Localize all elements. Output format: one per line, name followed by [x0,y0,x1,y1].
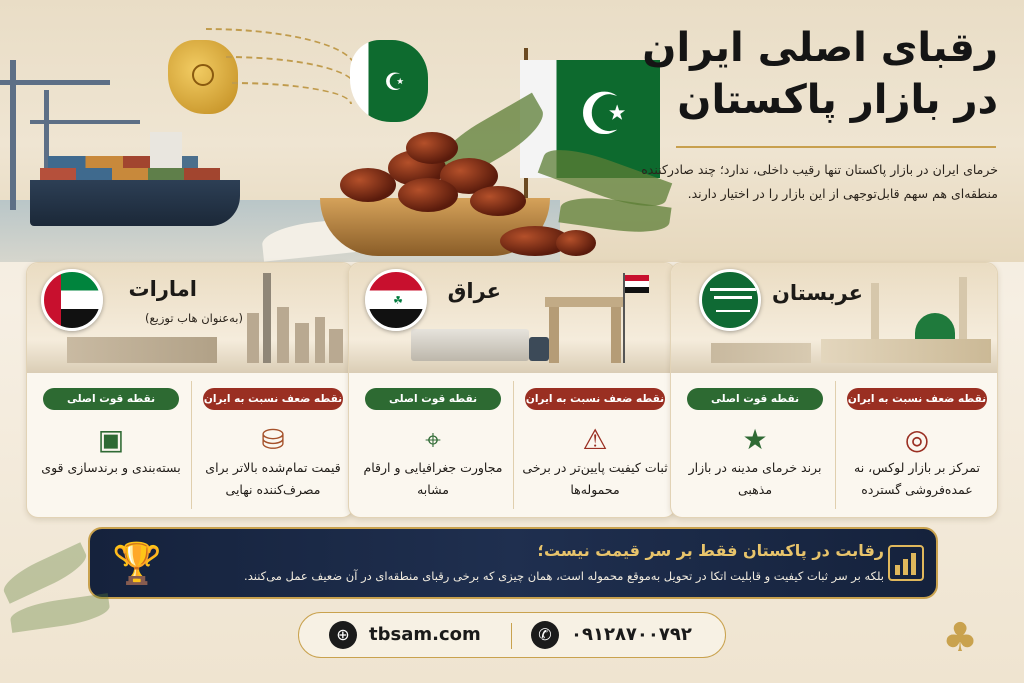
ship-bridge [150,132,182,168]
page-title [638,22,998,126]
competitor-card-saudi [670,262,998,518]
date-fruit [556,230,596,256]
strength-text: بسته‌بندی و برندسازی قوی [41,460,181,475]
country-name: امارات [128,277,197,301]
title-line-1: رقبای اصلی ایران [642,25,998,71]
strength-label: نقطه قوت اصلی [43,388,179,410]
competitor-card-uae [26,262,354,518]
country-name: عراق [447,279,501,303]
star-icon: ★ [742,423,768,456]
palm-leaf [0,542,91,604]
weakness-text: ثبات کیفیت پایین‌تر در برخی محموله‌ها [522,460,668,497]
saudi-flag-icon [699,269,761,331]
banner-title: رقابت در پاکستان فقط بر سر قیمت نیست؛ [537,541,884,560]
port-crane-arm [30,120,140,124]
website-link[interactable]: tbsam.com [369,624,481,645]
cargo-ship [30,180,240,226]
palm-leaf [9,593,112,633]
country-note: (به‌عنوان هاب توزیع) [145,311,243,325]
trophy-icon: 🏆 [112,541,162,587]
growth-chart-icon [888,545,924,581]
column-divider [191,381,192,509]
strength-text: مجاورت جغرافیایی و ارقام مشابه [363,460,503,497]
palm-logo-icon: ♣ [942,615,978,661]
target-icon: ◎ [904,423,930,456]
globe-icon: ⊕ [329,621,357,649]
date-fruit [406,132,458,164]
alert-icon: ⚠ [582,423,608,456]
banner-text: بلکه بر سر ثبات کیفیت و قابلیت اتکا در تحویل به‌موقع محموله است، همان چیزی که برخی رقبای منطقه‌ای در آن ضعیف عمل می‌کنند. [244,569,884,583]
weakness-label: نقطه ضعف نسبت به ایران [203,388,343,410]
pakistan-map-icon: ☪ [350,40,428,122]
phone-icon: ✆ [531,621,559,649]
title-divider [676,146,996,148]
port-crane-arm [0,80,110,85]
pakistan-flag-icon: ☪ [520,60,660,178]
contact-divider [511,623,512,649]
strength-label: نقطه قوت اصلی [687,388,823,410]
phone-number[interactable]: ۰۹۱۲۸۷۰۰۷۹۲ [571,624,692,645]
date-fruit [398,178,458,212]
coins-icon: ⛁ [261,423,285,456]
column-divider [513,381,514,509]
iraq-flag-icon: ☘ [365,269,427,331]
ship-containers [40,168,220,180]
date-fruit [470,186,526,216]
contact-bar [298,612,726,658]
weakness-text: تمرکز بر بازار لوکس، نه عمده‌فروشی گسترده [854,460,980,497]
intro-text: خرمای ایران در بازار پاکستان تنها رقیب داخلی، ندارد؛ چند صادرکننده منطقه‌ای هم سهم قابل‌توجهی از این بازار را در اختیار دارند. [641,162,998,201]
strength-text: برند خرمای مدینه در بازار مذهبی [688,460,822,497]
date-fruit [340,168,396,202]
strength-label: نقطه قوت اصلی [365,388,501,410]
summary-banner [88,527,938,599]
uae-flag-icon [41,269,103,331]
weakness-label: نقطه ضعف نسبت به ایران [525,388,665,410]
column-divider [835,381,836,509]
competitor-card-iraq [348,262,676,518]
country-name: عربستان [771,281,863,305]
location-pin-icon: ⌖ [425,423,441,456]
title-line-2: در بازار پاکستان [677,77,998,123]
weakness-label: نقطه ضعف نسبت به ایران [847,388,987,410]
hero-scene [0,0,1024,262]
weakness-text: قیمت تمام‌شده بالاتر برای مصرف‌کننده نهایی [205,460,341,497]
box-icon: ▣ [97,423,125,456]
